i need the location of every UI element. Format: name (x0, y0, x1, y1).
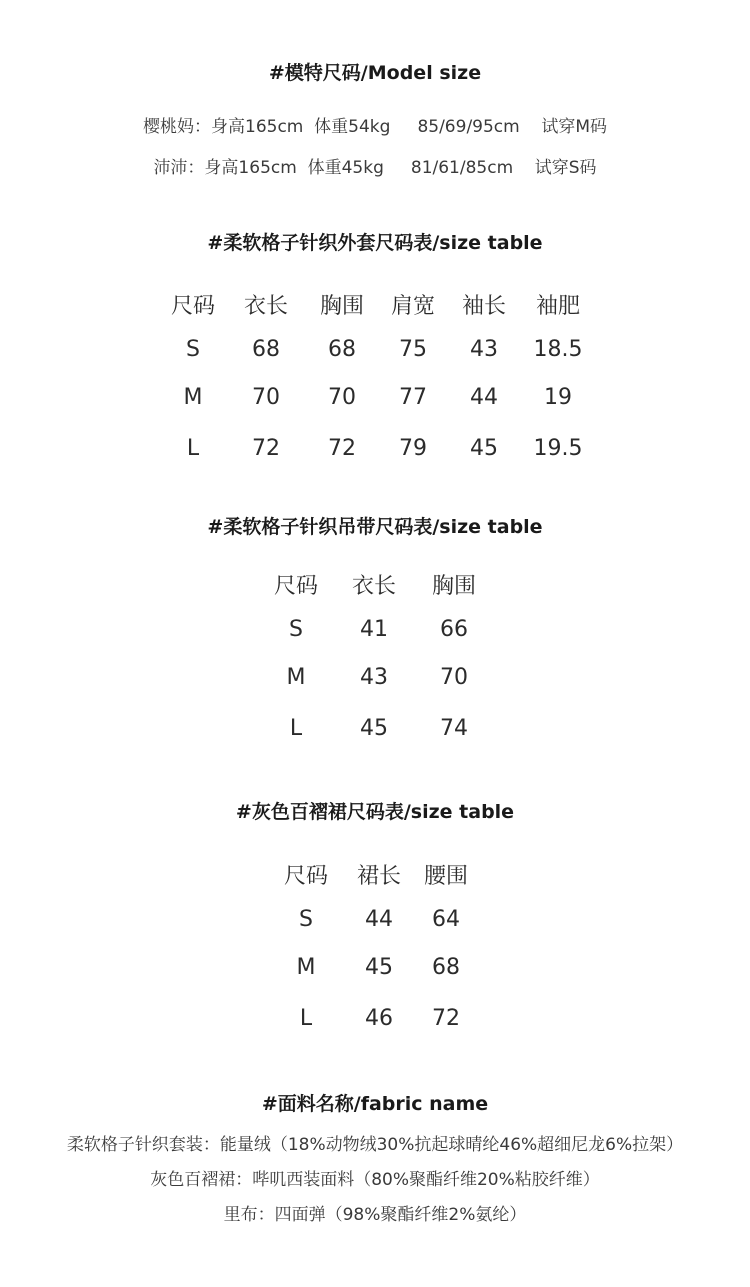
table-cell: 43 (470, 337, 498, 362)
table-cell: 70 (252, 385, 280, 410)
fabric-line-1: 柔软格子针织套装：能量绒（18%动物绒30%抗起球晴纶46%超细尼龙6%拉架） (66, 1135, 684, 1155)
table-cell: 70 (328, 385, 356, 410)
model-size-heading: #模特尺码/Model size (268, 62, 482, 84)
table-cell: 43 (360, 665, 388, 690)
header-cell: 衣长 (243, 294, 289, 319)
table-cell: 44 (365, 907, 393, 932)
table-cell: 77 (399, 385, 427, 410)
camisole-table-heading: #柔软格子针织吊带尺码表/size table (207, 516, 543, 538)
table-cell: 68 (328, 337, 356, 362)
table-cell: 72 (252, 436, 280, 461)
table-cell: 74 (440, 716, 468, 741)
size-cell: L (186, 436, 200, 461)
table-cell: 18.5 (533, 337, 583, 362)
table-cell: 68 (252, 337, 280, 362)
header-cell: 衣长 (351, 574, 397, 599)
table-cell: 45 (365, 955, 393, 980)
size-cell: M (183, 385, 203, 410)
size-cell: S (289, 617, 303, 642)
table-cell: 45 (470, 436, 498, 461)
header-cell: 胸围 (319, 294, 365, 319)
table-cell: 41 (360, 617, 388, 642)
fabric-line-2: 灰色百褶裙：哔叽西装面料（80%聚酯纤维20%粘胶纤维） (150, 1170, 600, 1190)
size-cell: M (286, 665, 306, 690)
table-cell: 46 (365, 1006, 393, 1031)
size-cell: M (296, 955, 316, 980)
size-cell: L (289, 716, 303, 741)
model-info-line-1: 樱桃妈：身高165cm 体重54kg 85/69/95cm 试穿M码 (143, 117, 607, 137)
size-cell: L (299, 1006, 313, 1031)
header-cell: 袖肥 (535, 294, 581, 319)
table-cell: 79 (399, 436, 427, 461)
header-cell: 胸围 (431, 574, 477, 599)
table-cell: 44 (470, 385, 498, 410)
header-cell: 肩宽 (390, 294, 436, 319)
size-cell: S (186, 337, 200, 362)
table-cell: 45 (360, 716, 388, 741)
table-cell: 70 (440, 665, 468, 690)
table-cell: 64 (432, 907, 460, 932)
table-cell: 19.5 (533, 436, 583, 461)
skirt-table-heading: #灰色百褶裙尺码表/size table (235, 801, 515, 823)
table-cell: 75 (399, 337, 427, 362)
table-cell: 66 (440, 617, 468, 642)
table-cell: 72 (328, 436, 356, 461)
header-cell: 袖长 (461, 294, 507, 319)
header-cell: 尺码 (170, 294, 216, 319)
header-cell: 尺码 (283, 864, 329, 889)
size-cell: S (299, 907, 313, 932)
header-cell: 尺码 (273, 574, 319, 599)
table-cell: 72 (432, 1006, 460, 1031)
fabric-heading: #面料名称/fabric name (261, 1093, 489, 1115)
model-info-line-2: 沛沛：身高165cm 体重45kg 81/61/85cm 试穿S码 (153, 158, 597, 178)
table-cell: 68 (432, 955, 460, 980)
fabric-line-3: 里布：四面弹（98%聚酯纤维2%氨纶） (223, 1205, 527, 1225)
header-cell: 裙长 (356, 864, 402, 889)
table-cell: 19 (544, 385, 572, 410)
cardigan-table-heading: #柔软格子针织外套尺码表/size table (207, 232, 543, 254)
header-cell: 腰围 (423, 864, 469, 889)
